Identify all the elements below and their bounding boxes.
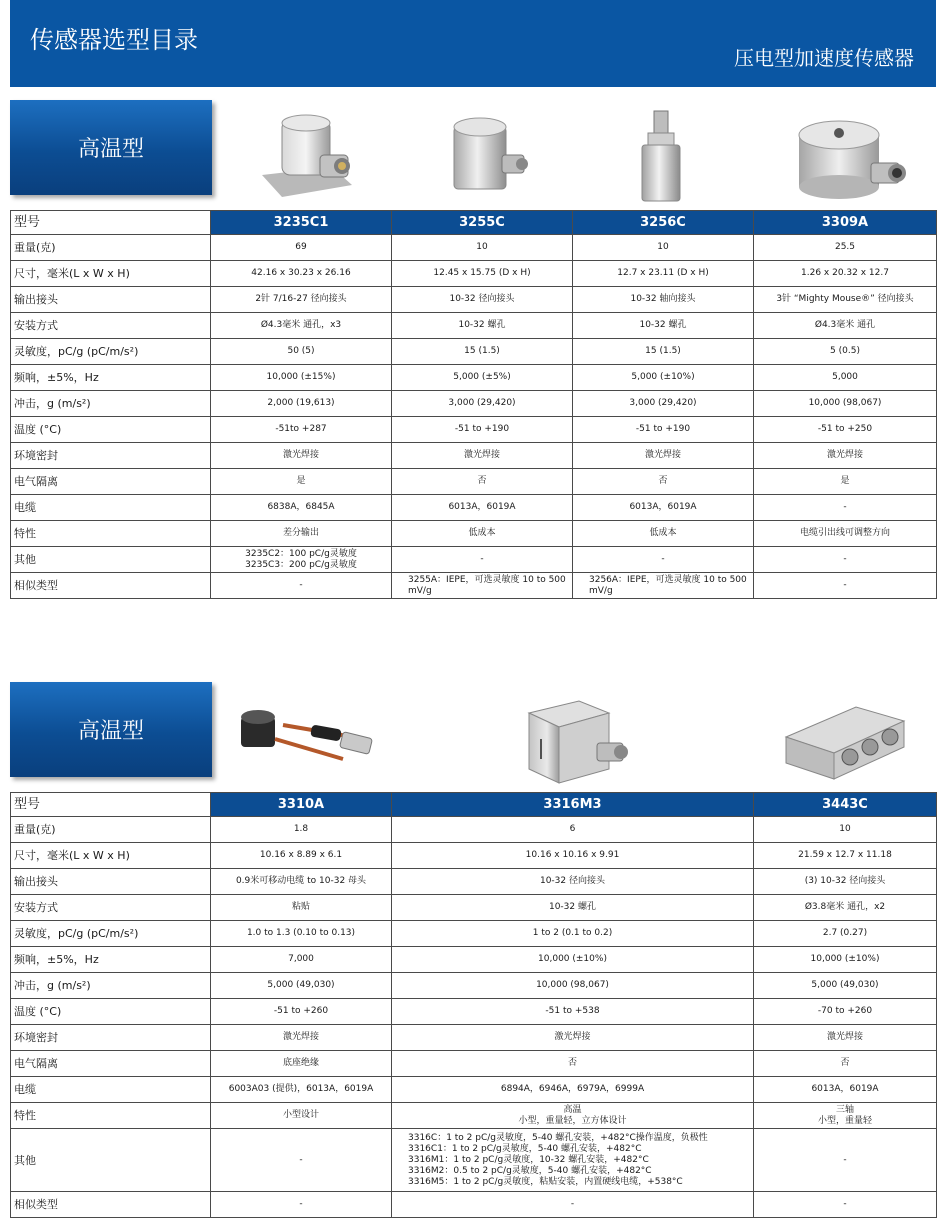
model-header: 3256C [573,211,754,235]
table-cell: Ø4.3毫米 通孔，x3 [211,313,392,339]
table-cell: -51 to +250 [754,417,937,443]
table-cell: - [754,1192,937,1218]
table-row [11,999,937,1025]
row-label: 型号 [11,793,211,817]
table-cell: 10-32 径向接头 [392,869,754,895]
table-cell: 低成本 [392,521,573,547]
table-cell: 激光焊接 [392,1025,754,1051]
table-cell: 10-32 轴向接头 [573,287,754,313]
table-cell: 10 [392,235,573,261]
table-cell: (3) 10-32 径向接头 [754,869,937,895]
table-row [11,469,937,495]
row-label: 重量(克) [11,235,211,261]
table-cell: - [392,1192,754,1218]
table-cell: -51 to +190 [573,417,754,443]
table-cell: -51 to +538 [392,999,754,1025]
row-label: 尺寸，毫米(L x W x H) [11,843,211,869]
table-cell: 2.7 (0.27) [754,921,937,947]
table-cell: 3256A：IEPE，可选灵敏度 10 to 500 mV/g [573,573,754,599]
product-image-3235c1 [212,100,392,210]
table-cell: 10,000 (±10%) [754,947,937,973]
table-cell: - [573,547,754,573]
product-image-3309a [752,100,936,210]
product-image-3256c [572,100,752,210]
row-label: 特性 [11,521,211,547]
table-cell: 3235C2：100 pC/g灵敏度 3235C3：200 pC/g灵敏度 [211,547,392,573]
table-cell: 否 [573,469,754,495]
table-cell: 否 [392,469,573,495]
category-badge: 高温型 [10,100,212,195]
catalog-title: 传感器选型目录 [30,26,198,54]
row-label: 环境密封 [11,1025,211,1051]
table-cell: 1 to 2 (0.1 to 0.2) [392,921,754,947]
product-image-3316m3 [393,682,755,792]
table-row [11,521,937,547]
row-label: 温度 (°C) [11,417,211,443]
row-label: 灵敏度，pC/g (pC/m/s²) [11,921,211,947]
model-header: 3255C [392,211,573,235]
table-cell: 2针 7/16-27 径向接头 [211,287,392,313]
table-cell: 高温 小型，重量轻，立方体设计 [392,1103,754,1129]
table-cell: 10-32 径向接头 [392,287,573,313]
row-label: 安装方式 [11,895,211,921]
row-label: 电缆 [11,1077,211,1103]
model-header: 3316M3 [392,793,754,817]
page-header [10,0,936,87]
table-row [11,211,937,235]
table-cell: 激光焊接 [754,443,937,469]
table-cell: 6 [392,817,754,843]
row-label: 尺寸，毫米(L x W x H) [11,261,211,287]
table-cell: 6013A，6019A [754,1077,937,1103]
table-cell: 电缆引出线可调整方向 [754,521,937,547]
table-row [11,365,937,391]
table-cell: 10-32 螺孔 [392,895,754,921]
row-label: 环境密封 [11,443,211,469]
table-row [11,921,937,947]
row-label: 冲击，g (m/s²) [11,391,211,417]
table-cell: 1.8 [211,817,392,843]
table-cell: 3针 “Mighty Mouse®” 径向接头 [754,287,937,313]
table-cell: 2,000 (19,613) [211,391,392,417]
table-cell: 10,000 (98,067) [392,973,754,999]
table-cell: - [211,1192,392,1218]
table-cell: 是 [754,469,937,495]
table-cell: - [754,573,937,599]
row-label: 特性 [11,1103,211,1129]
table-row [11,869,937,895]
table-row [11,495,937,521]
table-row [11,895,937,921]
table-cell: 10,000 (98,067) [754,391,937,417]
table-cell: - [754,1129,937,1192]
model-header: 3235C1 [211,211,392,235]
section-high-temp-1 [10,100,936,600]
table-cell: 6003A03 (提供)，6013A，6019A [211,1077,392,1103]
table-cell: 激光焊接 [211,443,392,469]
table-cell: 5,000 (±5%) [392,365,573,391]
table-cell: 21.59 x 12.7 x 11.18 [754,843,937,869]
table-cell: 42.16 x 30.23 x 26.16 [211,261,392,287]
table-cell: - [392,547,573,573]
table-row [11,235,937,261]
table-cell: -70 to +260 [754,999,937,1025]
table-row [11,1129,937,1192]
table-cell: 6013A，6019A [392,495,573,521]
table-cell: Ø3.8毫米 通孔，x2 [754,895,937,921]
row-label: 相似类型 [11,573,211,599]
table-cell: - [754,495,937,521]
table-row [11,843,937,869]
product-image-3310a [212,682,393,792]
table-cell: 1.0 to 1.3 (0.10 to 0.13) [211,921,392,947]
table-cell: 5 (0.5) [754,339,937,365]
table-row [11,817,937,843]
table-row [11,1025,937,1051]
table-cell: 3255A：IEPE，可选灵敏度 10 to 500 mV/g [392,573,573,599]
table-cell: 10 [573,235,754,261]
row-label: 冲击，g (m/s²) [11,973,211,999]
row-label: 频响，±5%，Hz [11,365,211,391]
table-cell: - [211,1129,392,1192]
table-cell: 激光焊接 [754,1025,937,1051]
row-label: 安装方式 [11,313,211,339]
model-header: 3443C [754,793,937,817]
row-label: 重量(克) [11,817,211,843]
table-cell: 差分输出 [211,521,392,547]
row-label: 输出接头 [11,287,211,313]
table-row [11,1192,937,1218]
table-cell: 低成本 [573,521,754,547]
table-row [11,391,937,417]
table-cell: 粘贴 [211,895,392,921]
table-cell: 12.45 x 15.75 (D x H) [392,261,573,287]
table-row [11,547,937,573]
spec-table-2 [10,792,937,1218]
table-cell: 50 (5) [211,339,392,365]
table-row [11,573,937,599]
product-image-3443c [755,682,936,792]
row-label: 电气隔离 [11,469,211,495]
table-row [11,261,937,287]
row-label: 电气隔离 [11,1051,211,1077]
table-cell: 小型设计 [211,1103,392,1129]
spec-table-1 [10,210,937,599]
table-cell: 3,000 (29,420) [392,391,573,417]
table-cell: 6838A，6845A [211,495,392,521]
row-label: 频响，±5%，Hz [11,947,211,973]
category-badge: 高温型 [10,682,212,777]
table-cell: 激光焊接 [573,443,754,469]
table-cell: 10-32 螺孔 [573,313,754,339]
row-label: 电缆 [11,495,211,521]
catalog-subtitle: 压电型加速度传感器 [734,46,914,70]
table-cell: 是 [211,469,392,495]
table-cell: -51 to +190 [392,417,573,443]
table-cell: 7,000 [211,947,392,973]
section-high-temp-2 [10,682,936,1217]
table-row [11,339,937,365]
table-cell: 激光焊接 [211,1025,392,1051]
row-label: 型号 [11,211,211,235]
table-row [11,1103,937,1129]
table-cell: 激光焊接 [392,443,573,469]
table-cell: 0.9米可移动电缆 to 10-32 母头 [211,869,392,895]
table-cell: 10-32 螺孔 [392,313,573,339]
table-row [11,313,937,339]
table-row [11,443,937,469]
table-cell: 12.7 x 23.11 (D x H) [573,261,754,287]
row-label: 灵敏度，pC/g (pC/m/s²) [11,339,211,365]
row-label: 其他 [11,547,211,573]
table-row [11,947,937,973]
table-cell: 1.26 x 20.32 x 12.7 [754,261,937,287]
table-row [11,793,937,817]
table-cell: 5,000 (49,030) [211,973,392,999]
table-cell: 底座绝缘 [211,1051,392,1077]
table-cell: 25.5 [754,235,937,261]
table-cell: 3316C：1 to 2 pC/g灵敏度，5-40 螺孔安装，+482°C操作温度，负极性 3316C1：1 to 2 pC/g灵敏度，5-40 螺孔安装，+482°C 3316M1：1 to 2 pC/g灵敏度，10-32 螺孔安装，+482°C 3316M2：0.5 to 2 pC/g灵敏度，5-40 螺孔安装，+482°C 3316M5：1 to 2 pC/g灵敏度，粘贴安装，内置硬线电缆，+538°C [392,1129,754,1192]
model-header: 3309A [754,211,937,235]
table-row [11,287,937,313]
table-cell: 3,000 (29,420) [573,391,754,417]
table-row [11,417,937,443]
table-row [11,1077,937,1103]
table-cell: -51to +287 [211,417,392,443]
table-cell: 10,000 (±10%) [392,947,754,973]
row-label: 温度 (°C) [11,999,211,1025]
product-image-3255c [392,100,572,210]
table-cell: 10.16 x 8.89 x 6.1 [211,843,392,869]
table-cell: -51 to +260 [211,999,392,1025]
table-cell: 否 [754,1051,937,1077]
row-label: 相似类型 [11,1192,211,1218]
row-label: 其他 [11,1129,211,1192]
table-cell: 6013A，6019A [573,495,754,521]
row-label: 输出接头 [11,869,211,895]
model-header: 3310A [211,793,392,817]
table-cell: 6894A，6946A，6979A，6999A [392,1077,754,1103]
table-cell: 10,000 (±15%) [211,365,392,391]
table-cell: 69 [211,235,392,261]
table-cell: - [211,573,392,599]
table-cell: 10.16 x 10.16 x 9.91 [392,843,754,869]
table-cell: 15 (1.5) [573,339,754,365]
table-row [11,1051,937,1077]
table-cell: Ø4.3毫米 通孔 [754,313,937,339]
table-cell: 5,000 [754,365,937,391]
table-cell: 15 (1.5) [392,339,573,365]
table-cell: 三轴 小型，重量轻 [754,1103,937,1129]
table-cell: 10 [754,817,937,843]
table-cell: 5,000 (49,030) [754,973,937,999]
table-cell: 5,000 (±10%) [573,365,754,391]
table-cell: - [754,547,937,573]
table-row [11,973,937,999]
table-cell: 否 [392,1051,754,1077]
